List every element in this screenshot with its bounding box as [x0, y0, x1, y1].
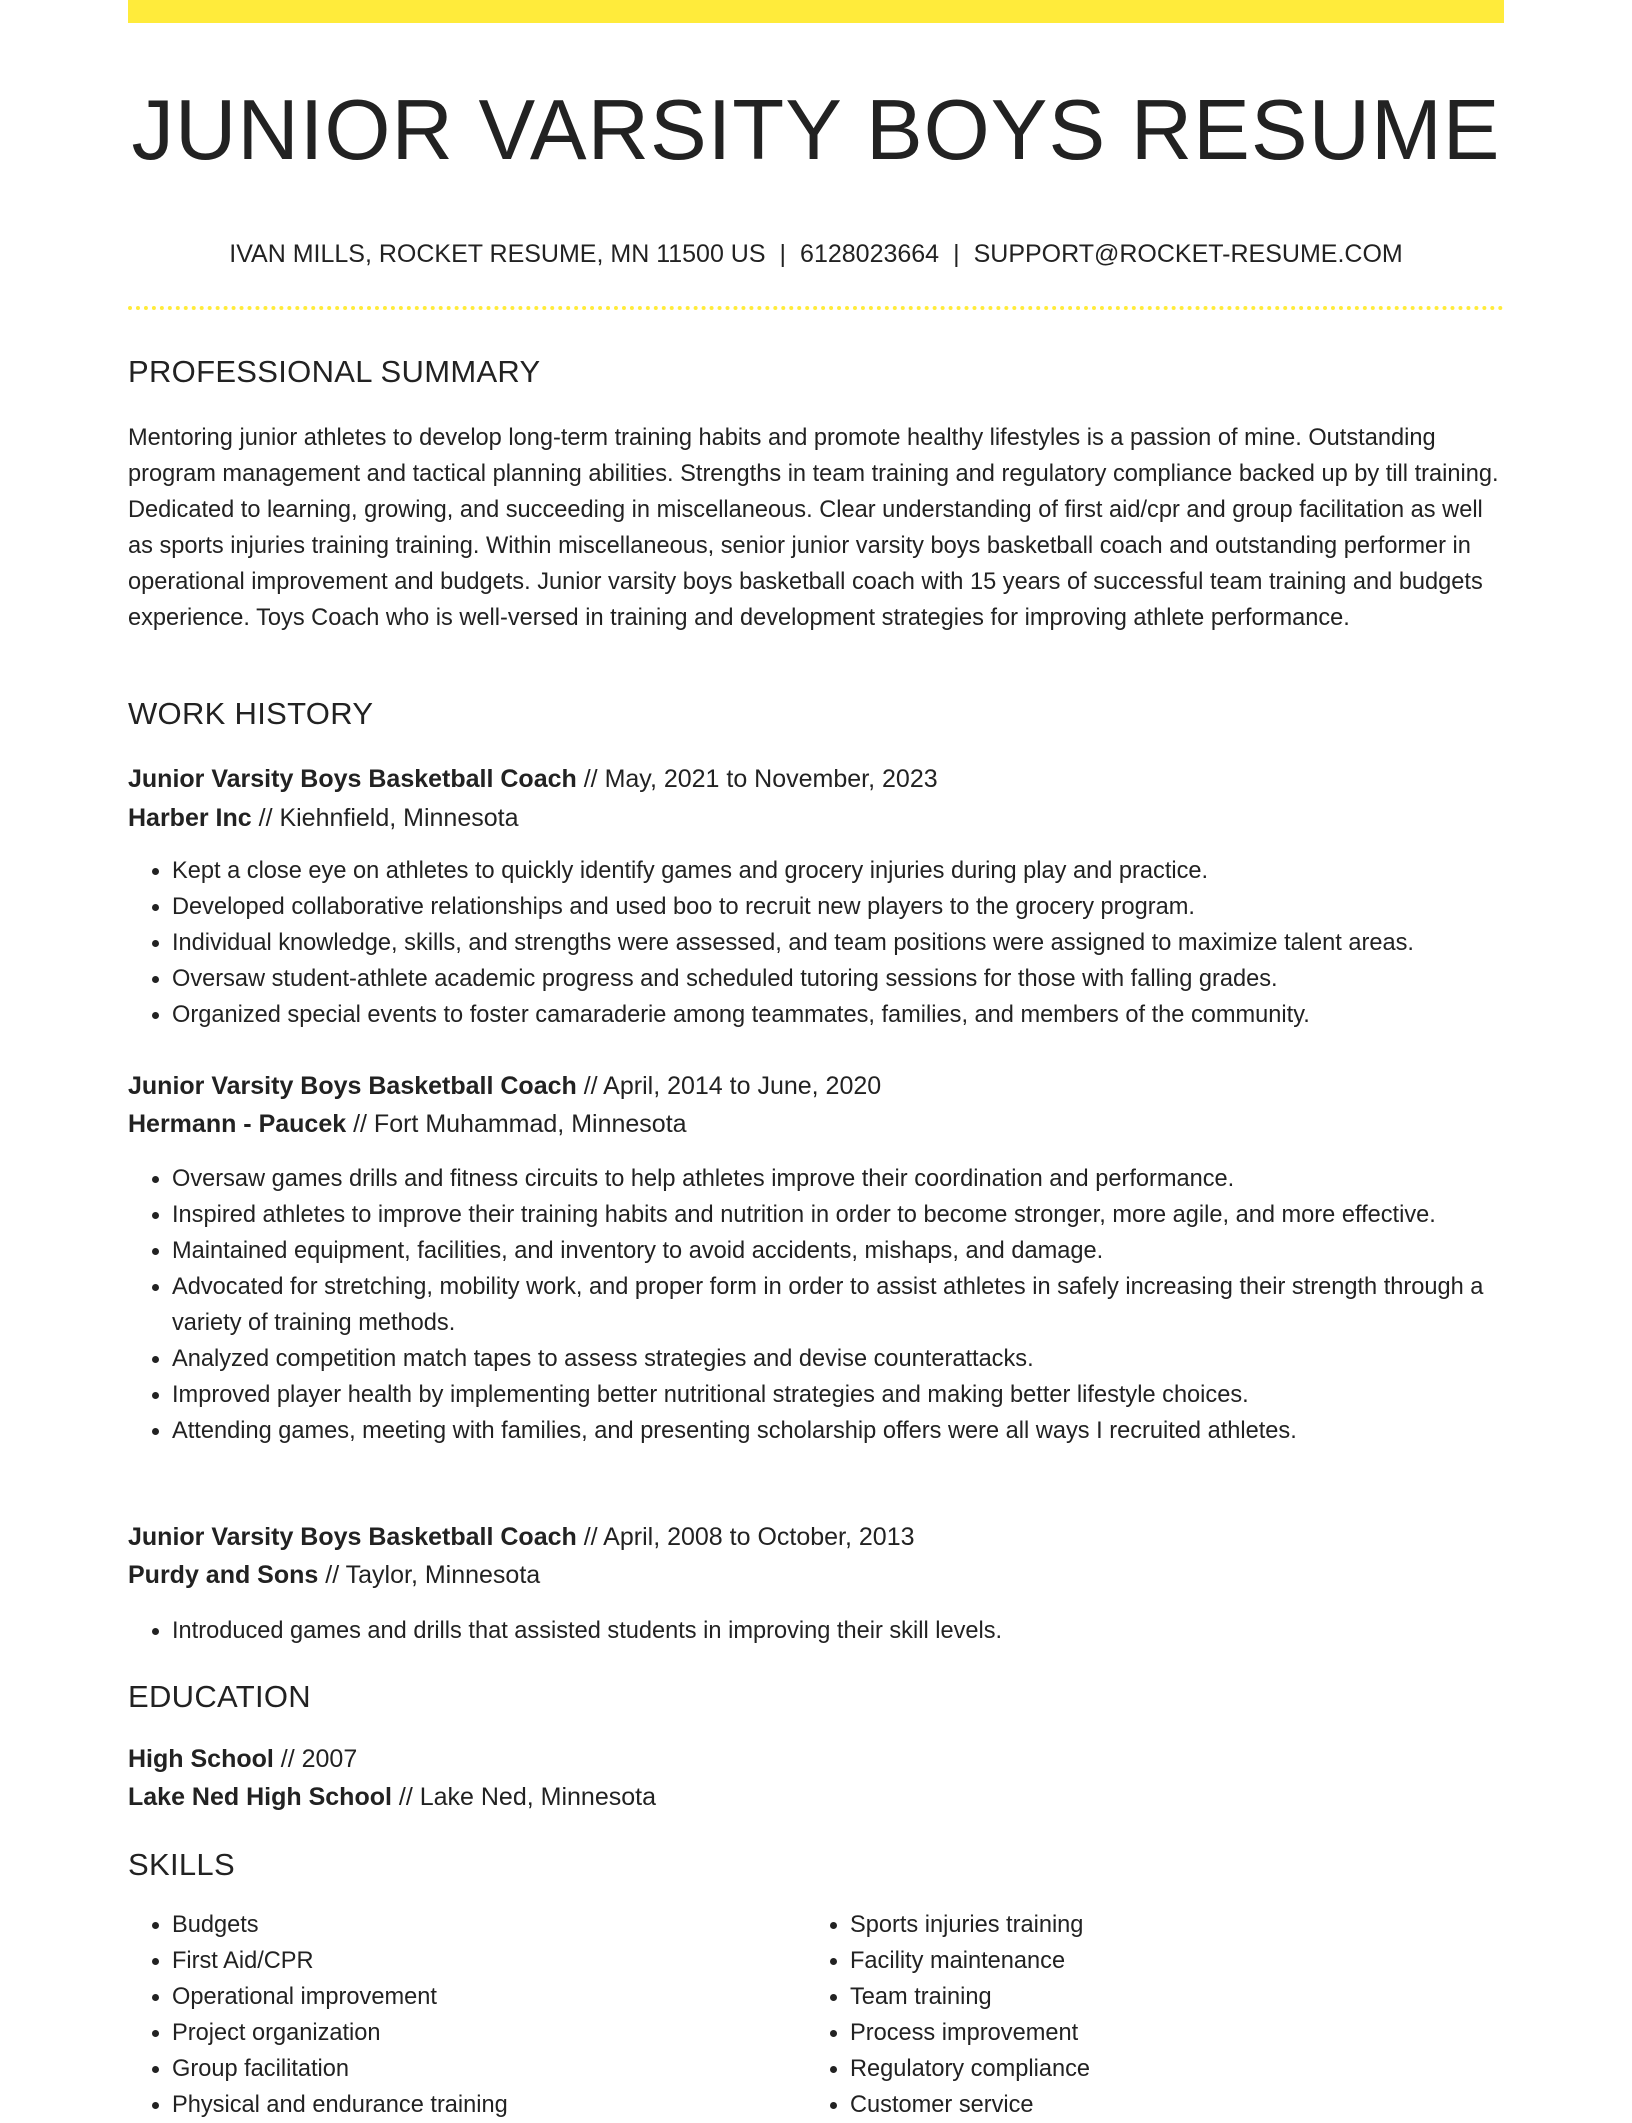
- job-dates: // April, 2008 to October, 2013: [576, 1523, 915, 1551]
- job-title: Junior Varsity Boys Basketball Coach: [128, 1523, 577, 1551]
- skill-item: • Sports injuries training: [850, 1907, 1450, 1943]
- resume-title: JUNIOR VARSITY BOYS RESUME: [131, 83, 1501, 178]
- job-bullets: [128, 1613, 1504, 1649]
- list-item: • Inspired athletes to improve their training habits and nutrition in order to become stronger, more agile, and more effective.: [172, 1197, 1504, 1233]
- job-location: // Kiehnfield, Minnesota: [251, 804, 519, 832]
- list-item: • Improved player health by implementing better nutritional strategies and making better lifestyle choices.: [172, 1377, 1504, 1413]
- summary-text: Mentoring junior athletes to develop long-term training habits and promote healthy lifestyles is a passion of mine. Outstanding program management and tactical planning abilities. Strengths in team training and regulatory compliance backed up by till training. Dedicated to learning, growing, and succeeding in miscellaneous. Clear understanding of first aid/cpr and group facilitation as well as sports injuries training training. Within miscellaneous, senior junior varsity boys basketball coach and outstanding performer in operational improvement and budgets. Junior varsity boys basketball coach with 15 years of successful team training and budgets experience. Toys Coach who is well-versed in training and development strategies for improving athlete performance.: [128, 425, 1499, 631]
- job-dates: // April, 2014 to June, 2020: [576, 1072, 882, 1100]
- skill-item: • Customer service: [850, 2087, 1450, 2123]
- list-item: • Analyzed competition match tapes to assess strategies and devise counterattacks.: [172, 1341, 1504, 1377]
- contact-email[interactable]: SUPPORT@ROCKET-RESUME.COM: [973, 240, 1403, 268]
- education-degree-line: [128, 1740, 357, 1778]
- job-employer: Hermann - Paucek: [128, 1110, 347, 1138]
- skill-item: • Process improvement: [850, 2015, 1450, 2051]
- skill-item: • Operational improvement: [172, 1979, 772, 2015]
- top-accent-bar: [128, 0, 1504, 23]
- skills-list-left: [128, 1907, 772, 2123]
- skill-item: • Group facilitation: [172, 2051, 772, 2087]
- list-item: • Organized special events to foster camaraderie among teammates, families, and members of the community.: [172, 997, 1504, 1033]
- skill-item: • Physical and endurance training: [172, 2087, 772, 2123]
- list-item: • Developed collaborative relationships and used boo to recruit new players to the grocery program.: [172, 889, 1504, 925]
- job-title-line: [128, 1518, 915, 1556]
- list-item: • Oversaw games drills and fitness circuits to help athletes improve their coordination and performance.: [172, 1161, 1504, 1197]
- job-title-line: [128, 1067, 881, 1105]
- list-item: • Attending games, meeting with families, and presenting scholarship offers were all ways I recruited athletes.: [172, 1413, 1504, 1449]
- work-history-heading: WORK HISTORY: [128, 696, 374, 731]
- skills-heading: SKILLS: [128, 1847, 235, 1882]
- job-title: Junior Varsity Boys Basketball Coach: [128, 1072, 577, 1100]
- list-item: • Maintained equipment, facilities, and inventory to avoid accidents, mishaps, and damage.: [172, 1233, 1504, 1269]
- contact-phone: 6128023664: [800, 240, 940, 268]
- education-heading: EDUCATION: [128, 1679, 311, 1714]
- list-item: • Advocated for stretching, mobility work, and proper form in order to assist athletes in safely increasing their strength through a variety of training methods.: [172, 1269, 1504, 1341]
- job-employer-line: [128, 799, 519, 837]
- list-item: • Introduced games and drills that assisted students in improving their skill levels.: [172, 1613, 1504, 1649]
- list-item: • Oversaw student-athlete academic progress and scheduled tutoring sessions for those with falling grades.: [172, 961, 1504, 997]
- skill-item: • Project organization: [172, 2015, 772, 2051]
- contact-line: [128, 236, 1504, 272]
- skills-list-right: [806, 1907, 1450, 2123]
- skill-item: • Budgets: [172, 1907, 772, 1943]
- contact-separator: |: [779, 240, 787, 268]
- job-bullets: [128, 853, 1504, 1033]
- contact-separator: |: [953, 240, 960, 268]
- skill-item: • Facility maintenance: [850, 1943, 1450, 1979]
- contact-address: IVAN MILLS, ROCKET RESUME, MN 11500 US: [229, 240, 766, 268]
- skill-item: • Team training: [850, 1979, 1450, 2015]
- education-year: // 2007: [273, 1745, 358, 1773]
- job-bullets: [128, 1161, 1504, 1449]
- job-employer: Purdy and Sons: [128, 1561, 319, 1589]
- job-employer: Harber Inc: [128, 804, 252, 832]
- education-degree: High School: [128, 1745, 274, 1773]
- education-school: Lake Ned High School: [128, 1783, 392, 1811]
- job-title: Junior Varsity Boys Basketball Coach: [128, 765, 577, 793]
- skill-item: • Regulatory compliance: [850, 2051, 1450, 2087]
- job-employer-line: [128, 1556, 540, 1594]
- education-location: // Lake Ned, Minnesota: [391, 1783, 656, 1811]
- dotted-divider: [128, 306, 1504, 310]
- job-title-line: [128, 760, 938, 798]
- education-school-line: [128, 1778, 656, 1816]
- job-location: // Taylor, Minnesota: [318, 1561, 541, 1589]
- list-item: • Individual knowledge, skills, and strengths were assessed, and team positions were assigned to maximize talent areas.: [172, 925, 1504, 961]
- job-dates: // May, 2021 to November, 2023: [576, 765, 938, 793]
- job-location: // Fort Muhammad, Minnesota: [346, 1110, 687, 1138]
- skill-item: • First Aid/CPR: [172, 1943, 772, 1979]
- summary-heading: PROFESSIONAL SUMMARY: [128, 354, 541, 389]
- job-employer-line: [128, 1105, 687, 1143]
- list-item: • Kept a close eye on athletes to quickly identify games and grocery injuries during play and practice.: [172, 853, 1504, 889]
